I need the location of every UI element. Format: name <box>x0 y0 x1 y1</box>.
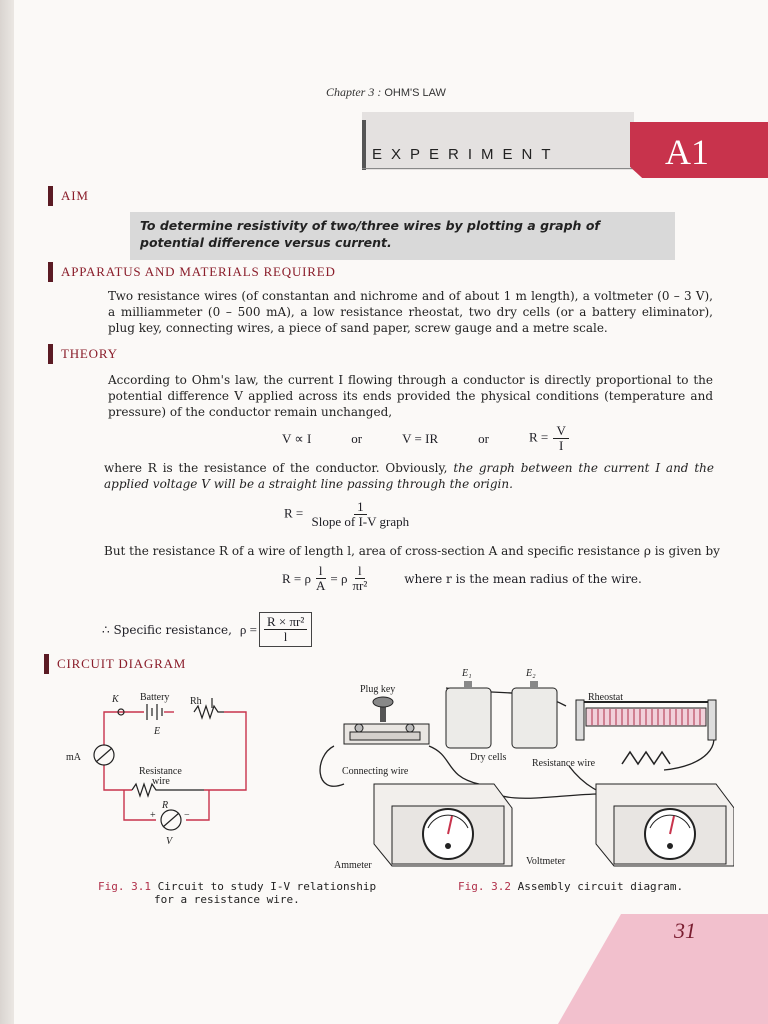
ammeter <box>374 784 512 866</box>
fig-3-1-labels <box>66 692 202 847</box>
label-resistance: Resistance <box>139 766 182 777</box>
aim-heading-text: AIM <box>61 188 89 203</box>
fig-3-2-assembly <box>304 666 734 876</box>
label-connecting-wire: Connecting wire <box>342 766 409 777</box>
label-e1: E₁ <box>462 668 472 679</box>
aim-heading <box>48 186 89 206</box>
eq-lhs: R = <box>284 505 304 521</box>
denominator: πr² <box>352 578 368 593</box>
numerator: 1 <box>354 500 367 515</box>
voltmeter <box>596 784 734 866</box>
heading-marker <box>44 654 49 674</box>
label-battery: Battery <box>140 692 170 703</box>
resistance-wire <box>622 752 670 764</box>
eq-mid: = ρ <box>330 570 348 586</box>
numerator: l <box>316 564 326 579</box>
eq-lhs: ρ = <box>239 621 257 637</box>
label-minus: − <box>184 810 190 821</box>
heading-marker <box>48 344 53 364</box>
apparatus-text: Two resistance wires (of constantan and nichrome and of about 1 m length), a voltmeter (0 – 3 V), a milliammeter (0 – 500 mA), a low resistance rheostat, two dry cells (or a battery eliminator), plug key, connecting wires, a piece of sand paper, screw gauge and a metre scale. <box>108 289 713 335</box>
label-ma: mA <box>66 752 81 763</box>
plug-key <box>344 697 429 744</box>
numerator: l <box>355 564 365 579</box>
eq-r-slope <box>284 500 414 529</box>
numerator: R × πr² <box>264 615 307 630</box>
experiment-word: EXPERIMENT <box>372 146 560 163</box>
label-e: E <box>154 726 161 737</box>
rheostat-zigzag <box>194 706 224 718</box>
fraction <box>309 500 413 529</box>
fig-3-1-schematic <box>44 690 264 860</box>
boxed-fraction <box>259 612 312 647</box>
fraction <box>349 564 370 593</box>
heading-marker <box>48 262 53 282</box>
rheostat <box>576 700 716 740</box>
caption-line-1: Circuit to study I-V relationship <box>157 880 377 893</box>
page-binding-edge <box>0 0 14 1024</box>
label-ammeter: Ammeter <box>334 860 372 871</box>
eq-resistivity <box>282 564 642 593</box>
numerator: V <box>553 424 568 439</box>
caption-label: Fig. 3.2 <box>458 880 511 893</box>
eq-r-v-over-i <box>529 424 571 453</box>
p2-italic-text: the graph between the current I and the applied voltage V will be a straight line passing through the origin. <box>104 461 714 491</box>
heading-marker <box>48 186 53 206</box>
eq-note: where r is the mean radius of the wire. <box>404 571 642 586</box>
theory-paragraph-1: According to Ohm's law, the current I flowing through a conductor is directly proportional to the potential difference V applied across its ends provided the physical conditions (temperature and pressure) of the conductor remain unchanged, <box>108 373 713 419</box>
circuit-heading <box>44 654 186 674</box>
label-plug-key: Plug key <box>360 684 396 695</box>
denominator: A <box>316 578 326 593</box>
experiment-underline <box>362 168 634 169</box>
eq-label: ∴ Specific resistance, <box>102 622 232 637</box>
experiment-banner-rule <box>362 120 366 170</box>
eq-specific-resistance <box>102 612 314 647</box>
theory-heading <box>48 344 118 364</box>
denominator: I <box>559 438 564 453</box>
fig-3-2-caption <box>458 880 683 893</box>
experiment-code: A1 <box>665 132 709 172</box>
p2-text: where R is the resistance of the conductor. Obviously, <box>104 461 454 475</box>
circuit-components <box>94 698 224 830</box>
label-e2: E₂ <box>526 668 536 679</box>
label-k: K <box>112 694 119 705</box>
eq-lhs: R = <box>528 429 549 445</box>
eq-v-ir: V = IR <box>402 430 439 446</box>
theory-paragraph-3: But the resistance R of a wire of length l, area of cross-section A and specific resistance ρ is given by <box>104 544 720 558</box>
textbook-page <box>14 0 768 1024</box>
label-plus: + <box>150 810 156 821</box>
page-number: 31 <box>674 918 696 943</box>
label-dry-cells: Dry cells <box>470 752 507 763</box>
chapter-prefix: Chapter 3 : <box>326 85 385 99</box>
label-r: R <box>162 800 169 811</box>
fraction <box>553 424 568 453</box>
apparatus-heading-text: APPARATUS AND MATERIALS REQUIRED <box>61 264 336 279</box>
label-voltmeter: Voltmeter <box>526 856 566 867</box>
circuit-heading-text: CIRCUIT DIAGRAM <box>57 656 187 671</box>
aim-statement: To determine resistivity of two/three wires by plotting a graph of potential difference versus current. <box>130 212 675 260</box>
or-word: or <box>351 430 363 446</box>
label-rheostat: Rheostat <box>588 692 623 703</box>
page-corner-decoration <box>558 914 768 1024</box>
label-rh: Rh <box>190 696 202 707</box>
label-wire: wire <box>152 776 170 787</box>
theory-heading-text: THEORY <box>61 346 118 361</box>
dry-cells <box>446 681 557 748</box>
eq-proportional: V ∝ I <box>282 430 312 446</box>
label-resistance-wire: Resistance wire <box>532 758 596 769</box>
theory-paragraph-2 <box>104 460 714 492</box>
denominator: l <box>283 629 288 644</box>
caption-line-2: for a resistance wire. <box>154 893 300 906</box>
caption-text: Assembly circuit diagram. <box>517 880 684 893</box>
caption-label: Fig. 3.1 <box>98 880 151 893</box>
chapter-title: OHM'S LAW <box>384 87 446 99</box>
ohms-law-equations <box>282 424 571 453</box>
fig-3-1-caption <box>98 880 376 906</box>
eq-lhs: R = ρ <box>282 570 311 586</box>
fraction <box>313 564 328 593</box>
denominator: Slope of I-V graph <box>311 514 410 529</box>
chapter-header <box>326 85 446 100</box>
label-v: V <box>166 836 173 847</box>
apparatus-heading <box>48 262 336 282</box>
or-word: or <box>478 430 489 446</box>
